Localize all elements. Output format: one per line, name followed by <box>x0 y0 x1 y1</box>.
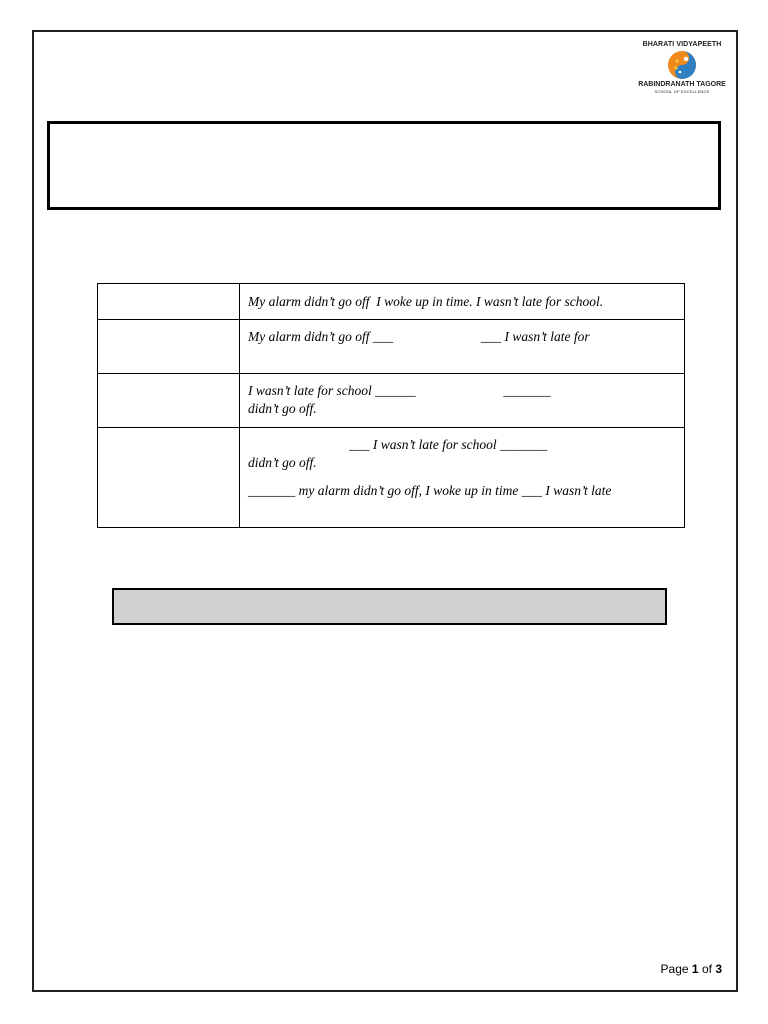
sentence-cell <box>240 374 685 428</box>
sentence-line: _______ my alarm didn’t go off, I woke up in time ___ I wasn’t late <box>248 483 612 498</box>
table-row <box>98 284 685 320</box>
logo-name-text: RABINDRANATH TAGORE <box>638 81 726 88</box>
sentence-line: ___ I wasn’t late for school _______ <box>248 437 548 452</box>
table-row <box>98 320 685 374</box>
logo-top-text: BHARATI VIDYAPEETH <box>642 41 722 48</box>
total-pages: 3 <box>715 962 722 976</box>
instruction-bar <box>112 588 667 625</box>
row-label-cell <box>98 284 240 320</box>
table-row <box>98 374 685 428</box>
row-label-cell <box>98 374 240 428</box>
sentence-cell <box>240 428 685 528</box>
table-row <box>98 428 685 528</box>
page-word: Page <box>660 962 689 976</box>
sentence-line: didn’t go off. <box>248 401 317 416</box>
school-logo <box>632 40 732 104</box>
sentence-line: I wasn’t late for school ______ _______ <box>248 383 551 398</box>
logo-sub-text: SCHOOL OF EXCELLENCE <box>654 89 710 94</box>
sentence-cell <box>240 320 685 374</box>
sentence-line: didn’t go off. <box>248 455 317 470</box>
example-table <box>97 283 685 528</box>
sentence-line: My alarm didn’t go off ___ ___ I wasn’t late for <box>248 329 590 344</box>
page-number <box>640 962 722 976</box>
of-word: of <box>701 962 712 976</box>
title-box <box>47 121 721 210</box>
logo-emblem-icon <box>667 50 697 80</box>
sentence-cell <box>240 284 685 320</box>
sentence-line: My alarm didn’t go off I woke up in time. I wasn’t late for school. <box>248 294 604 309</box>
row-label-cell <box>98 320 240 374</box>
row-label-cell <box>98 428 240 528</box>
current-page: 1 <box>691 962 699 976</box>
